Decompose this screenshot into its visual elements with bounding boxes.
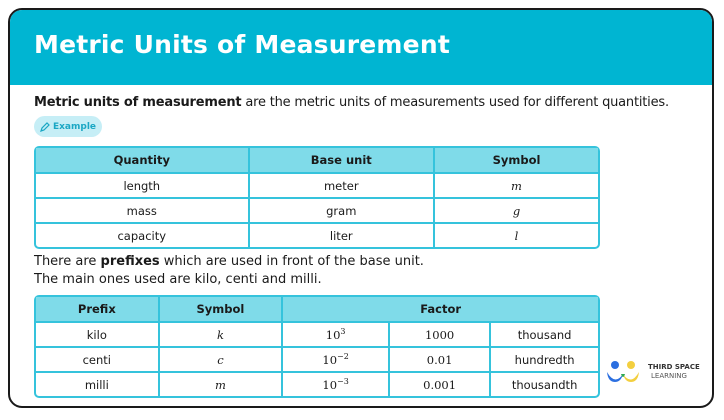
cell-power (283, 371, 390, 396)
prefix-term: prefixes (100, 254, 160, 269)
logo-line-2: LEARNING (651, 372, 687, 380)
lesson-card (8, 8, 714, 408)
table-row (36, 371, 598, 396)
cell-value: 1000 (390, 321, 491, 346)
cell-prefix: milli (36, 371, 160, 396)
example-button[interactable] (34, 116, 102, 137)
cell-base-unit: meter (250, 172, 435, 197)
table-header-row (36, 148, 598, 172)
cell-word: thousandth (491, 371, 598, 396)
cell-symbol: m (435, 172, 598, 197)
header-base-unit: Base unit (250, 148, 435, 172)
power-base: 10 (325, 327, 341, 342)
cell-symbol: g (435, 197, 598, 222)
header-symbol: Symbol (160, 297, 284, 321)
header-factor: Factor (283, 297, 598, 321)
cell-word: thousand (491, 321, 598, 346)
header-quantity: Quantity (36, 148, 250, 172)
header-symbol: Symbol (435, 148, 598, 172)
definition-body: are the metric units of measurements used for different quantities. (241, 95, 669, 110)
text: which are used in front of the base unit. (159, 254, 424, 269)
cell-symbol: l (435, 222, 598, 247)
definition-term: Metric units of measurement (34, 95, 242, 110)
header-prefix: Prefix (36, 297, 160, 321)
cell-value: 0.01 (390, 346, 491, 371)
power-base: 10 (322, 352, 338, 367)
definition-text (34, 95, 669, 110)
cell-symbol: c (160, 346, 284, 371)
cell-symbol: k (160, 321, 284, 346)
power-exponent: −3 (337, 377, 349, 387)
cell-power (283, 346, 390, 371)
example-label: Example (52, 121, 97, 132)
power-base: 10 (322, 377, 338, 392)
prefix-explanation (34, 253, 424, 289)
logo-mark-icon (606, 360, 640, 384)
logo-line-1: THIRD SPACE (648, 363, 700, 371)
table-row (36, 222, 598, 247)
text: There are (34, 254, 101, 269)
table-row (36, 321, 598, 346)
cell-quantity: mass (36, 197, 250, 222)
table-row (36, 172, 598, 197)
cell-symbol: m (160, 371, 284, 396)
cell-prefix: centi (36, 346, 160, 371)
page-title: Metric Units of Measurement (34, 30, 450, 59)
table-row (36, 346, 598, 371)
prefix-line-1 (34, 253, 424, 271)
power-exponent: −2 (337, 352, 349, 362)
cell-quantity: capacity (36, 222, 250, 247)
prefix-table (34, 295, 600, 398)
cell-value: 0.001 (390, 371, 491, 396)
third-space-learning-logo (606, 360, 700, 384)
cell-prefix: kilo (36, 321, 160, 346)
prefix-line-2: The main ones used are kilo, centi and milli. (34, 272, 322, 287)
cell-quantity: length (36, 172, 250, 197)
logo-text (648, 363, 700, 381)
cell-power (283, 321, 390, 346)
pencil-icon (40, 122, 50, 132)
cell-word: hundredth (491, 346, 598, 371)
base-units-table (34, 146, 600, 249)
header-banner (10, 10, 712, 85)
cell-base-unit: gram (250, 197, 435, 222)
cell-base-unit: liter (250, 222, 435, 247)
table-header-row (36, 297, 598, 321)
table-row (36, 197, 598, 222)
power-exponent: 3 (340, 327, 346, 337)
